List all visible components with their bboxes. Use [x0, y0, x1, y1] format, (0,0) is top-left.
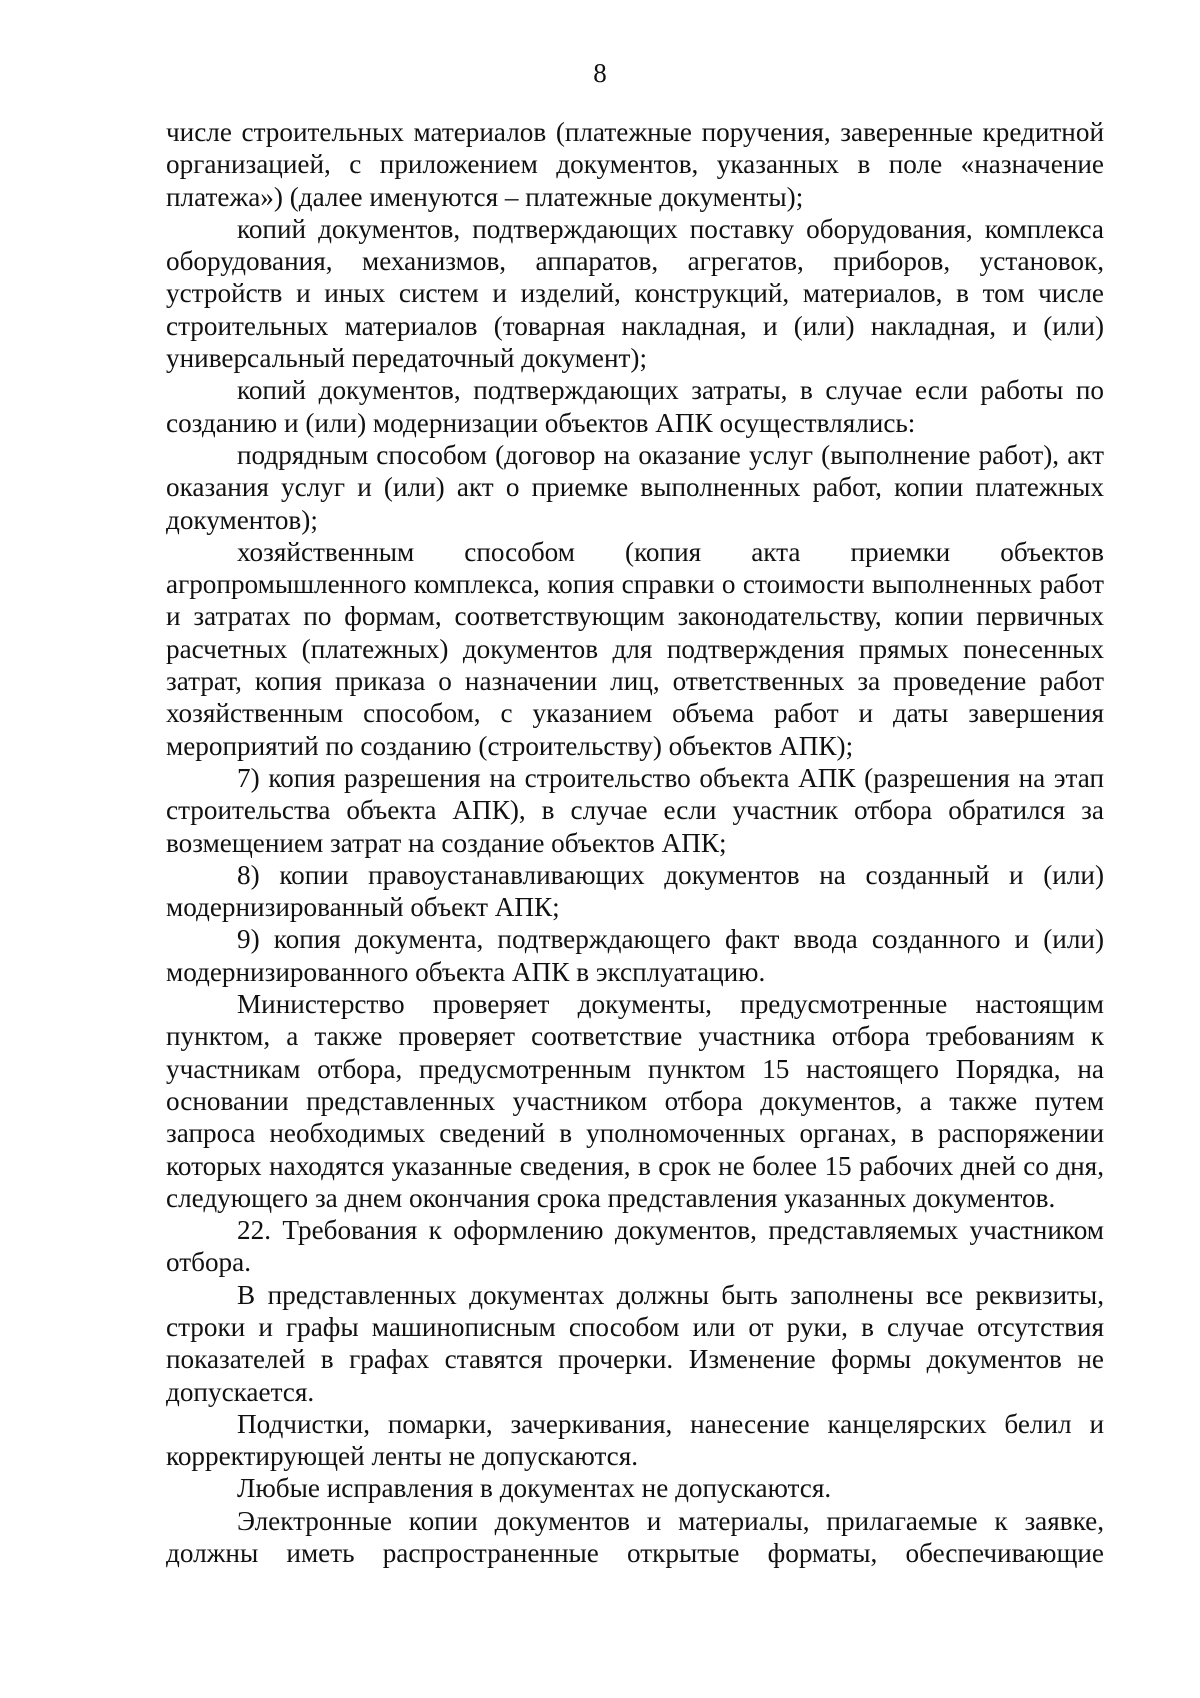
section-22-heading: 22. Требования к оформлению документов, представляемых участником отбора.: [166, 1215, 1104, 1278]
paragraph-requisites: В представленных документах должны быть заполнены все реквизиты, строки и графы машинописным способом или от руки, в случае отсутствия показателей в графах ставятся прочерки. Изменение формы документов не допускается.: [166, 1279, 1104, 1407]
list-item-8: 8) копии правоустанавливающих документов на созданный и (или) модернизированный объект АПК;: [166, 859, 1104, 923]
paragraph-equipment-docs: копий документов, подтверждающих поставку оборудования, комплекса оборудования, механизмов, аппаратов, агрегатов, приборов, установок, устройств и иных систем и изделий, конструкций, материалов, в том числе строительных материалов (товарная накладная, и (или) накладная, и (или) универсальный передаточный документ);: [166, 213, 1104, 374]
paragraph-economic-method: хозяйственным способом (копия акта приемки объектов агропромышленного комплекса, копия справки о стоимости выполненных работ и затратах по формам, соответствующим законодательству, копии первичных расчетных (платежных) документов для подтверждения прямых понесенных затрат, копия приказа о назначении лиц, ответственных за проведение работ хозяйственным способом, с указанием объема работ и даты завершения мероприятий по созданию (строительству) объектов АПК);: [166, 536, 1104, 761]
document-body: [166, 116, 1104, 1569]
paragraph-contract-method: подрядным способом (договор на оказание услуг (выполнение работ), акт оказания услуг и (или) акт о приемке выполненных работ, копии платежных документов);: [166, 439, 1104, 535]
paragraph-no-corrections: Любые исправления в документах не допускаются.: [237, 1473, 832, 1504]
paragraph-no-erasures: Подчистки, помарки, зачеркивания, нанесение канцелярских белил и корректирующей ленты не допускаются.: [166, 1408, 1104, 1472]
list-item-9: 9) копия документа, подтверждающего факт ввода созданного и (или) модернизированного объекта АПК в эксплуатацию.: [166, 924, 1104, 987]
paragraph-continuation: числе строительных материалов (платежные поручения, заверенные кредитной организацией, с приложением документов, указанных в поле «назначение платежа») (далее именуются – платежные документы);: [166, 117, 1104, 212]
page-number: 8: [593, 58, 607, 88]
paragraph-electronic-copies: Электронные копии документов и материалы, прилагаемые к заявке, должны иметь распространенные открытые форматы, обеспечивающие: [166, 1505, 1104, 1569]
paragraph-expense-docs: копий документов, подтверждающих затраты, в случае если работы по созданию и (или) модернизации объектов АПК осуществлялись:: [166, 375, 1104, 438]
list-item-7: 7) копия разрешения на строительство объекта АПК (разрешения на этап строительства объекта АПК), в случае если участник отбора обратился за возмещением затрат на создание объектов АПК;: [166, 762, 1104, 858]
paragraph-ministry-check: Министерство проверяет документы, предусмотренные настоящим пунктом, а также проверяет соответствие участника отбора требованиям к участникам отбора, предусмотренным пунктом 15 настоящего Порядка, на основании представленных участником отбора документов, а также путем запроса необходимых сведений в уполномоченных органах, в распоряжении которых находятся указанные сведения, в срок не более 15 рабочих дней со дня, следующего за днем окончания срока представления указанных документов.: [166, 989, 1104, 1213]
